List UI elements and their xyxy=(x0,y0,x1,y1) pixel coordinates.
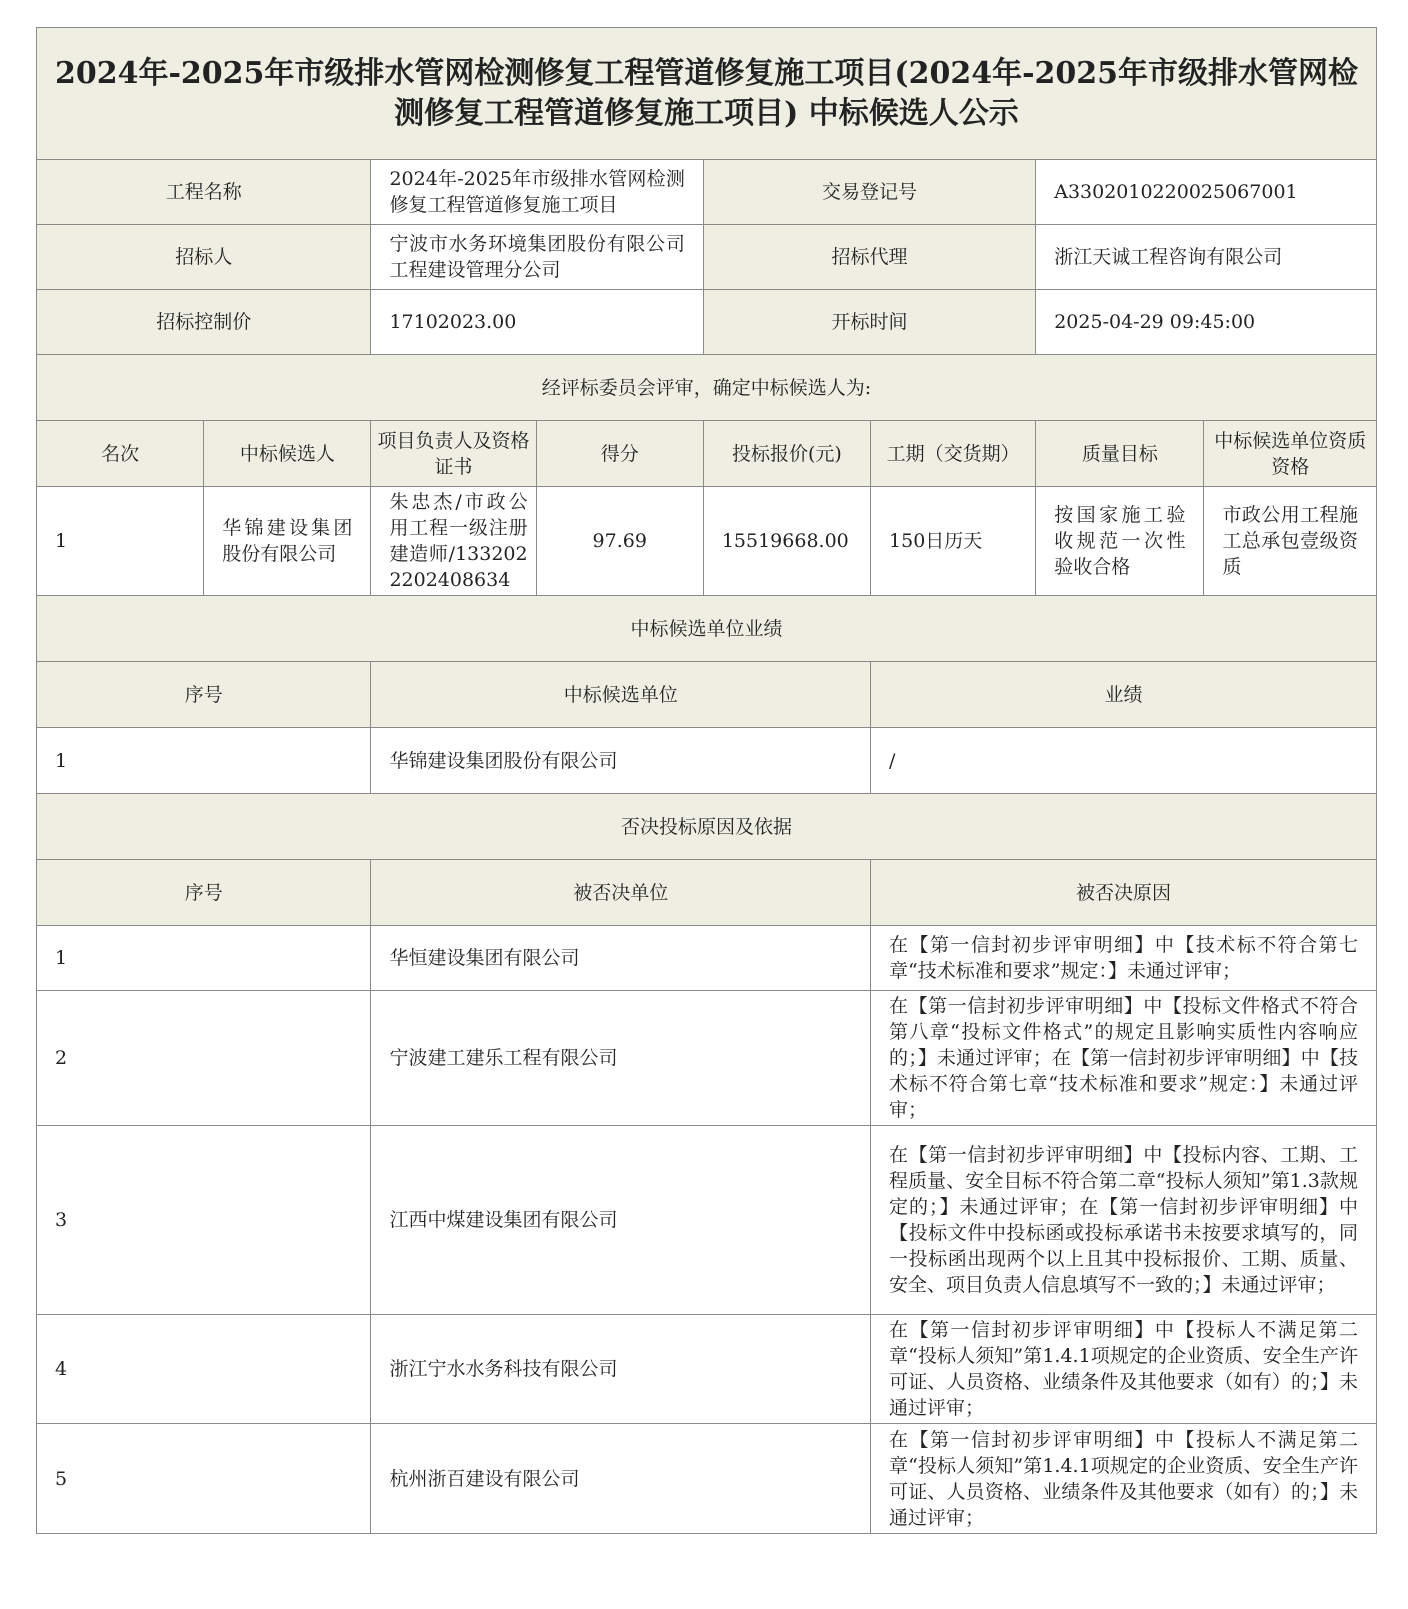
rej-header-unit: 被否决单位 xyxy=(371,860,871,926)
rej-no: 2 xyxy=(37,991,371,1126)
rej-reason: 在【第一信封初步评审明细】中【投标人不满足第二章“投标人须知”第1.4.1项规定的企业资质、安全生产许可证、人员资格、业绩条件及其他要求（如有）的；】未通过评审； xyxy=(871,1424,1377,1534)
col-header-manager: 项目负责人及资格证书 xyxy=(371,421,536,487)
rej-reason: 在【第一信封初步评审明细】中【技术标不符合第七章“技术标准和要求”规定：】未通过评审； xyxy=(871,926,1377,991)
candidates-section-title: 经评标委员会评审，确定中标候选人为: xyxy=(37,355,1377,421)
candidate-manager: 朱忠杰/市政公用工程一级注册建造师/1332022202408634 xyxy=(371,487,536,596)
control-price-value: 17102023.00 xyxy=(371,290,703,355)
col-header-score: 得分 xyxy=(536,421,703,487)
rej-reason: 在【第一信封初步评审明细】中【投标内容、工期、工程质量、安全目标不符合第二章“投标人须知”第1.3款规定的；】未通过评审；在【第一信封初步评审明细】中【投标文件中投标函或投标承诺书未按要求填写的，同一投标函出现两个以上且其中投标报价、工期、质量、安全、项目负责人信息填写不一致的；】未通过评审； xyxy=(871,1126,1377,1315)
rej-no: 5 xyxy=(37,1424,371,1534)
tenderer-value: 宁波市水务环境集团股份有限公司工程建设管理分公司 xyxy=(371,225,703,290)
col-header-rank: 名次 xyxy=(37,421,204,487)
rej-unit: 宁波建工建乐工程有限公司 xyxy=(371,991,871,1126)
agent-label: 招标代理 xyxy=(703,225,1035,290)
perf-header-record: 业绩 xyxy=(871,662,1377,728)
candidate-price: 15519668.00 xyxy=(703,487,870,596)
table-row xyxy=(37,991,1377,1126)
agent-value: 浙江天诚工程咨询有限公司 xyxy=(1036,225,1377,290)
announcement-table xyxy=(36,27,1377,1534)
perf-record: / xyxy=(871,728,1377,794)
rej-header-reason: 被否决原因 xyxy=(871,860,1377,926)
candidate-rank: 1 xyxy=(37,487,204,596)
perf-no: 1 xyxy=(37,728,371,794)
reg-no-value: A3302010220025067001 xyxy=(1036,160,1377,225)
table-row xyxy=(37,1126,1377,1315)
col-header-price: 投标报价(元) xyxy=(703,421,870,487)
candidate-qualification: 市政公用工程施工总承包壹级资质 xyxy=(1204,487,1377,596)
rej-no: 3 xyxy=(37,1126,371,1315)
perf-header-unit: 中标候选单位 xyxy=(371,662,871,728)
candidate-score: 97.69 xyxy=(536,487,703,596)
project-name-label: 工程名称 xyxy=(37,160,371,225)
perf-unit: 华锦建设集团股份有限公司 xyxy=(371,728,871,794)
col-header-candidate: 中标候选人 xyxy=(204,421,371,487)
col-header-qualification: 中标候选单位资质资格 xyxy=(1204,421,1377,487)
candidate-period: 150日历天 xyxy=(871,487,1036,596)
rejections-section-title: 否决投标原因及依据 xyxy=(37,794,1377,860)
table-row xyxy=(37,1315,1377,1424)
tenderer-label: 招标人 xyxy=(37,225,371,290)
rej-unit: 江西中煤建设集团有限公司 xyxy=(371,1126,871,1315)
control-price-label: 招标控制价 xyxy=(37,290,371,355)
rej-unit: 杭州浙百建设有限公司 xyxy=(371,1424,871,1534)
rej-no: 1 xyxy=(37,926,371,991)
rej-unit: 华恒建设集团有限公司 xyxy=(371,926,871,991)
rej-unit: 浙江宁水水务科技有限公司 xyxy=(371,1315,871,1424)
table-row xyxy=(37,926,1377,991)
open-time-value: 2025-04-29 09:45:00 xyxy=(1036,290,1377,355)
performance-section-title: 中标候选单位业绩 xyxy=(37,596,1377,662)
reg-no-label: 交易登记号 xyxy=(703,160,1035,225)
col-header-period: 工期（交货期） xyxy=(871,421,1036,487)
rej-no: 4 xyxy=(37,1315,371,1424)
col-header-quality: 质量目标 xyxy=(1036,421,1204,487)
table-row xyxy=(37,1424,1377,1534)
candidate-name: 华锦建设集团股份有限公司 xyxy=(204,487,371,596)
table-row xyxy=(37,728,1377,794)
perf-header-no: 序号 xyxy=(37,662,371,728)
candidate-quality: 按国家施工验收规范一次性验收合格 xyxy=(1036,487,1204,596)
project-name-value: 2024年-2025年市级排水管网检测修复工程管道修复施工项目 xyxy=(371,160,703,225)
rej-header-no: 序号 xyxy=(37,860,371,926)
rej-reason: 在【第一信封初步评审明细】中【投标文件格式不符合第八章“投标文件格式”的规定且影响实质性内容响应的；】未通过评审；在【第一信封初步评审明细】中【技术标不符合第七章“技术标准和要求”规定：】未通过评审； xyxy=(871,991,1377,1126)
rej-reason: 在【第一信封初步评审明细】中【投标人不满足第二章“投标人须知”第1.4.1项规定的企业资质、安全生产许可证、人员资格、业绩条件及其他要求（如有）的；】未通过评审； xyxy=(871,1315,1377,1424)
page-title: 2024年-2025年市级排水管网检测修复工程管道修复施工项目(2024年-2025年市级排水管网检测修复工程管道修复施工项目) 中标候选人公示 xyxy=(37,28,1377,160)
open-time-label: 开标时间 xyxy=(703,290,1035,355)
table-row xyxy=(37,487,1377,596)
